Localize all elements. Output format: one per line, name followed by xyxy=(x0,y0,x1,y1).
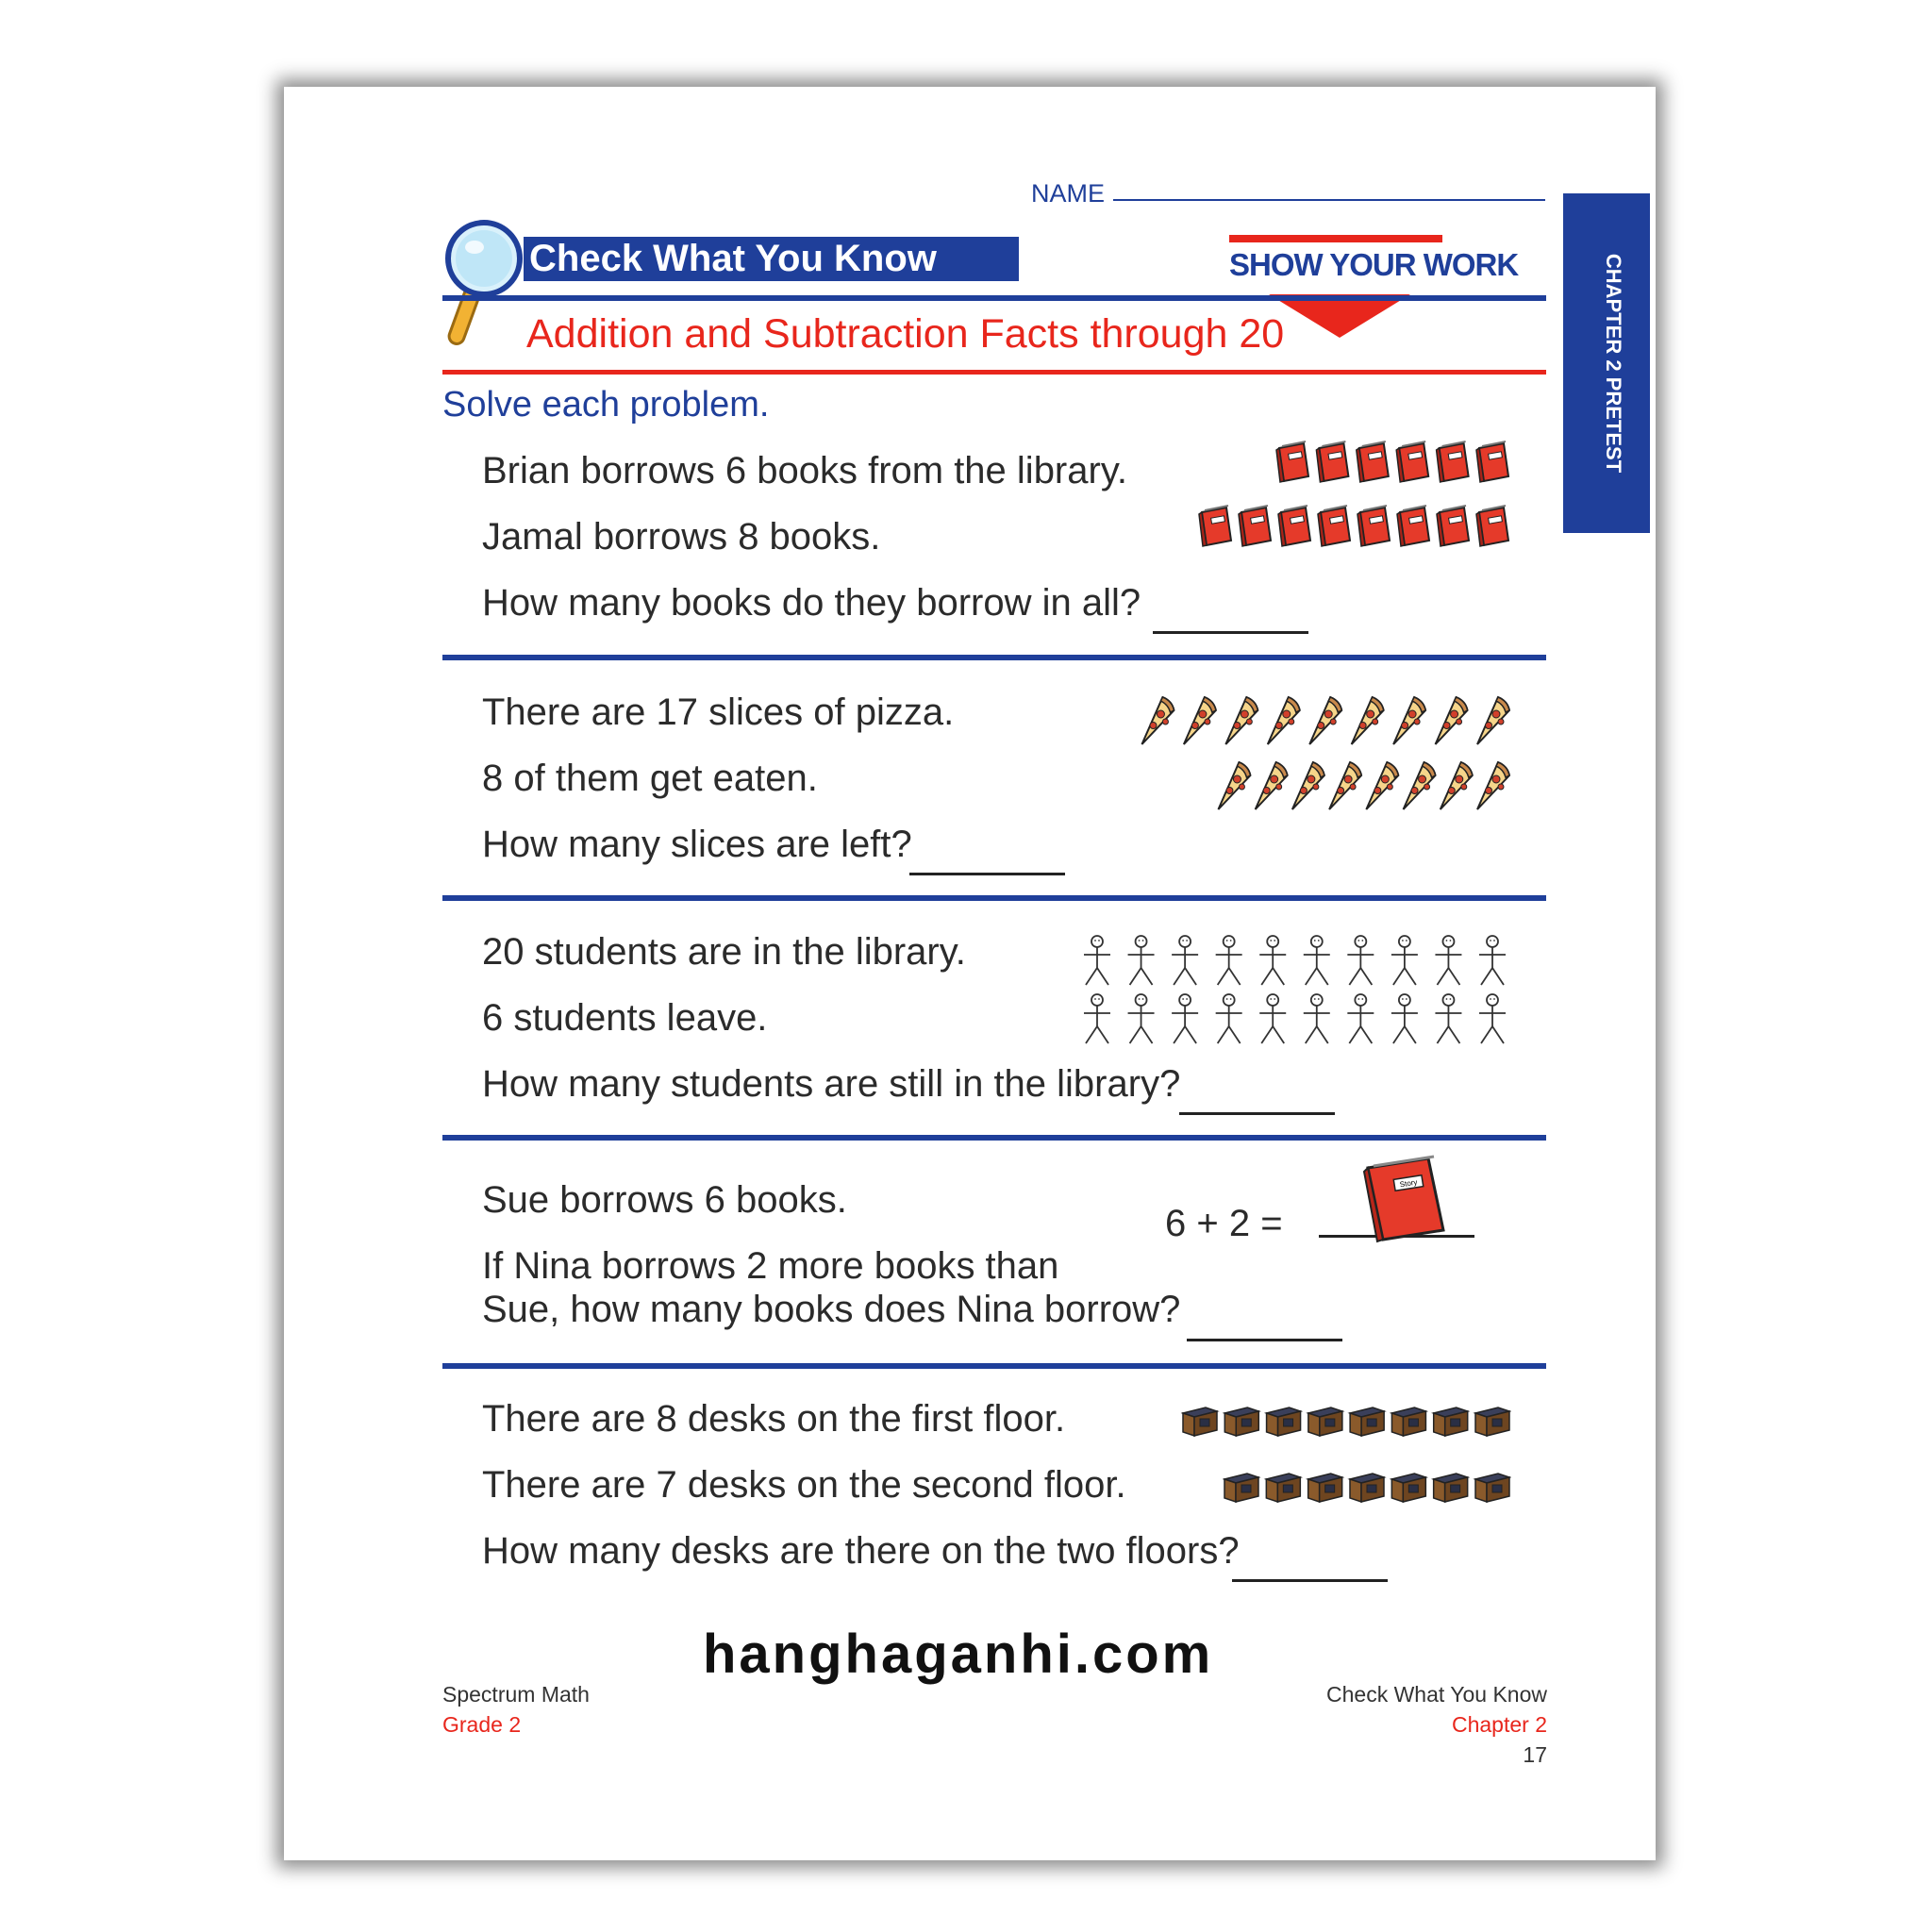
pizza-slice-icon xyxy=(1477,762,1509,809)
pizza-slice-icon xyxy=(1141,697,1174,744)
book-icon xyxy=(1476,441,1508,482)
book-icon xyxy=(1316,441,1348,482)
problem-5-row-2 xyxy=(1223,1466,1511,1512)
stick-figure-icon xyxy=(1435,994,1461,1043)
problem-5-line-2: There are 7 desks on the second floor. xyxy=(482,1464,1126,1506)
pizza-slice-icon xyxy=(1477,697,1509,744)
problem-2-line-1: There are 17 slices of pizza. xyxy=(482,691,955,733)
pizza-slice-icon xyxy=(1218,762,1250,809)
desk-icon xyxy=(1350,1407,1384,1436)
pizza-slice-icon xyxy=(1393,697,1425,744)
stick-figure-icon xyxy=(1391,936,1418,985)
name-label: NAME xyxy=(1031,179,1106,208)
desk-icon xyxy=(1183,1407,1217,1436)
stick-figure-icon xyxy=(1391,994,1418,1043)
stick-figure-icon xyxy=(1128,936,1155,985)
desk-icon xyxy=(1350,1474,1384,1502)
book-icon xyxy=(1358,1155,1449,1243)
problem-1-line-2: Jamal borrows 8 books. xyxy=(482,516,881,558)
stick-figure-icon xyxy=(1128,994,1155,1043)
problem-2-row-2 xyxy=(1137,755,1511,818)
show-your-work-label: SHOW YOUR WORK xyxy=(1229,247,1519,282)
problem-3-answer-blank[interactable] xyxy=(1179,1112,1335,1115)
stick-figure-icon xyxy=(1084,994,1110,1043)
book-icon xyxy=(1357,506,1390,546)
desk-icon xyxy=(1266,1474,1300,1502)
book-icon xyxy=(1476,506,1508,546)
pizza-slice-icon xyxy=(1441,762,1473,809)
desk-icon xyxy=(1308,1474,1342,1502)
book-icon xyxy=(1437,441,1469,482)
watermark-text: hanghaganhi.com xyxy=(703,1624,1214,1685)
problem-5-row-1 xyxy=(1181,1400,1511,1446)
problem-4-equation: 6 + 2 = xyxy=(1165,1203,1283,1244)
stick-figure-icon xyxy=(1259,936,1286,985)
desk-icon xyxy=(1475,1474,1509,1502)
banner-title: Check What You Know xyxy=(524,237,1019,281)
book-icon xyxy=(1199,506,1231,546)
desk-icon xyxy=(1475,1407,1509,1436)
problem-2-row-1 xyxy=(1092,690,1511,753)
side-tab-label: CHAPTER 2 PRETEST xyxy=(1602,253,1625,474)
magnifying-glass-icon xyxy=(439,219,525,347)
problem-3-question: How many students are still in the library? xyxy=(482,1063,1181,1105)
instructions: Solve each problem. xyxy=(442,385,770,425)
pizza-slice-icon xyxy=(1352,697,1384,744)
pizza-slice-icon xyxy=(1436,697,1468,744)
stick-figure-icon xyxy=(1259,994,1286,1043)
desk-icon xyxy=(1434,1407,1468,1436)
problem-4-answer-blank[interactable] xyxy=(1187,1339,1342,1341)
name-field[interactable] xyxy=(1113,199,1545,201)
pizza-slice-icon xyxy=(1184,697,1216,744)
problem-2-answer-blank[interactable] xyxy=(909,873,1065,875)
book-icon xyxy=(1318,506,1350,546)
stick-figure-icon xyxy=(1304,936,1330,985)
problem-4-line-1: Sue borrows 6 books. xyxy=(482,1179,847,1221)
desk-icon xyxy=(1391,1474,1425,1502)
stick-figure-icon xyxy=(1216,994,1242,1043)
problem-2-line-2: 8 of them get eaten. xyxy=(482,758,818,799)
footer-series: Spectrum Math xyxy=(442,1682,590,1707)
problem-3-row-2 xyxy=(1080,991,1509,1054)
problem-1-answer-blank[interactable] xyxy=(1153,631,1308,634)
problem-1-question: How many books do they borrow in all? xyxy=(482,582,1141,624)
stick-figure-icon xyxy=(1479,936,1506,985)
book-icon xyxy=(1278,506,1310,546)
pizza-slice-icon xyxy=(1292,762,1324,809)
pizza-slice-icon xyxy=(1225,697,1257,744)
problem-1-row-1 xyxy=(1275,439,1511,489)
desk-icon xyxy=(1308,1407,1342,1436)
pizza-slice-icon xyxy=(1404,762,1436,809)
book-icon xyxy=(1239,506,1271,546)
show-work-arrow-icon xyxy=(1269,294,1410,340)
header-rule-top xyxy=(442,295,1546,301)
desk-icon xyxy=(1391,1407,1425,1436)
problem-5-answer-blank[interactable] xyxy=(1232,1579,1388,1582)
book-icon xyxy=(1276,441,1308,482)
stick-figure-icon xyxy=(1347,936,1374,985)
book-title-text: Story xyxy=(1399,1177,1419,1190)
stick-figure-icon xyxy=(1084,936,1110,985)
divider-1 xyxy=(442,655,1546,660)
stick-figure-icon xyxy=(1172,994,1198,1043)
problem-3-line-2: 6 students leave. xyxy=(482,997,768,1039)
pizza-slice-icon xyxy=(1366,762,1398,809)
desk-icon xyxy=(1434,1474,1468,1502)
problem-1-line-1: Brian borrows 6 books from the library. xyxy=(482,450,1127,491)
stick-figure-icon xyxy=(1216,936,1242,985)
divider-4 xyxy=(442,1363,1546,1369)
problem-1-row-2 xyxy=(1198,503,1511,553)
problem-3-line-1: 20 students are in the library. xyxy=(482,931,966,973)
desk-icon xyxy=(1224,1474,1258,1502)
footer-chapter: Chapter 2 xyxy=(1451,1712,1547,1737)
stick-figure-icon xyxy=(1172,936,1198,985)
divider-2 xyxy=(442,895,1546,901)
desk-icon xyxy=(1267,1407,1301,1436)
problem-5-line-1: There are 8 desks on the first floor. xyxy=(482,1398,1066,1440)
book-icon xyxy=(1397,506,1429,546)
problem-3-row-1 xyxy=(1080,932,1509,995)
side-tab-text xyxy=(1563,193,1650,533)
header-rule-bottom xyxy=(442,370,1546,375)
stick-figure-icon xyxy=(1304,994,1330,1043)
book-icon xyxy=(1437,506,1469,546)
problem-5-question: How many desks are there on the two floors? xyxy=(482,1530,1240,1572)
page-number: 17 xyxy=(1523,1742,1547,1767)
chapter-subtitle: Addition and Subtraction Facts through 20 xyxy=(526,311,1285,357)
book-icon xyxy=(1357,441,1389,482)
pizza-slice-icon xyxy=(1268,697,1300,744)
show-work-bar xyxy=(1229,235,1442,242)
problem-4-line-2b: Sue, how many books does Nina borrow? xyxy=(482,1289,1181,1330)
desk-icon xyxy=(1224,1407,1258,1436)
stick-figure-icon xyxy=(1435,936,1461,985)
problem-2-question: How many slices are left? xyxy=(482,824,912,865)
pizza-slice-icon xyxy=(1329,762,1361,809)
pizza-slice-icon xyxy=(1256,762,1288,809)
problem-4-line-2a: If Nina borrows 2 more books than xyxy=(482,1245,1059,1287)
stick-figure-icon xyxy=(1347,994,1374,1043)
footer-grade: Grade 2 xyxy=(442,1712,522,1737)
pizza-slice-icon xyxy=(1309,697,1341,744)
stick-figure-icon xyxy=(1479,994,1506,1043)
divider-3 xyxy=(442,1135,1546,1141)
footer-section-title: Check What You Know xyxy=(1326,1682,1547,1707)
book-icon xyxy=(1396,441,1428,482)
